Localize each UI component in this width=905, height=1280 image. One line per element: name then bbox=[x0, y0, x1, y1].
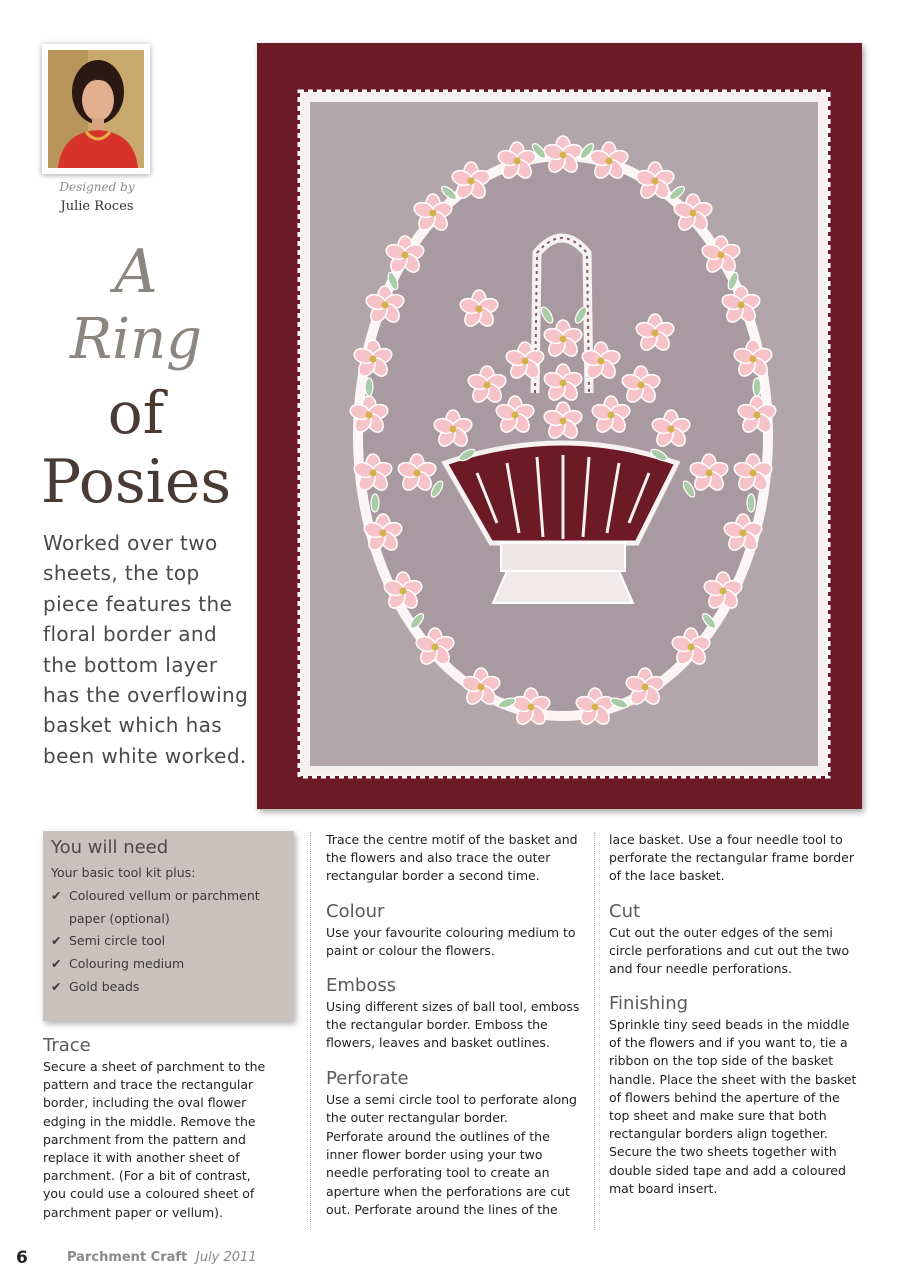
designer-portrait-image bbox=[48, 50, 144, 168]
designer-photo bbox=[42, 44, 150, 174]
title-line-3: of bbox=[107, 379, 165, 447]
emboss-body: Using different sizes of ball tool, emboss the rectangular border. Emboss the flowers, leaves and basket outlines. bbox=[326, 999, 580, 1051]
list-item bbox=[51, 976, 291, 999]
parchment-card-artwork bbox=[257, 43, 862, 809]
list-item-text: Gold beads bbox=[69, 979, 140, 994]
page-number: 6 bbox=[16, 1248, 28, 1268]
issue-date: July 2011 bbox=[196, 1250, 257, 1265]
checkmark-icon: ✔ bbox=[51, 888, 62, 903]
trace-body: Secure a sheet of parchment to the pattern and trace the rectangular border, including the oval flower edging in the middle. Remove the parchment from the pattern and replace it with another sheet of parchment. (For a bit of contrast, you could use a coloured sheet of parchment paper or vellum). bbox=[43, 1059, 266, 1220]
list-item bbox=[51, 885, 291, 930]
cut-body: Cut out the outer edges of the semi circle perforations and cut out the two and four needle perforations. bbox=[609, 925, 850, 977]
list-item bbox=[51, 953, 291, 976]
designed-by-label: Designed by bbox=[59, 180, 135, 194]
cut-heading: Cut bbox=[609, 901, 641, 922]
list-item-text: Coloured vellum or parchment bbox=[69, 888, 260, 903]
basic-tool-kit-text: Your basic tool kit plus: bbox=[51, 865, 196, 880]
finishing-body: Sprinkle tiny seed beads in the middle of the flowers and if you want to, tie a ribbon on the top side of the basket handle. Place the sheet with the basket of flowers behind the aperture of the top sheet and make sure that both rectangular borders align together. Secure the two sheets together with double sided tape and add a coloured mat board insert. bbox=[609, 1017, 857, 1196]
column-divider bbox=[594, 832, 595, 1230]
column-divider bbox=[310, 832, 311, 1230]
you-will-need-heading: You will need bbox=[51, 837, 169, 858]
list-item bbox=[51, 930, 291, 953]
perforate-heading: Perforate bbox=[326, 1068, 409, 1089]
emboss-heading: Emboss bbox=[326, 975, 397, 996]
you-will-need-box bbox=[43, 831, 294, 1021]
perforate-body: Use a semi circle tool to perforate along the outer rectangular border. bbox=[326, 1092, 577, 1126]
list-item-text-continued: paper (optional) bbox=[69, 910, 170, 926]
perforate-body-continued: lace basket. Use a four needle tool to perforate the rectangular frame border of the lace basket. bbox=[609, 832, 854, 884]
trace-body-continued: Trace the centre motif of the basket and the flowers and also trace the outer rectangular border a second time. bbox=[326, 832, 578, 884]
title-line-2: Ring bbox=[70, 307, 202, 372]
project-photo bbox=[257, 43, 862, 809]
title-line-1: A bbox=[114, 237, 158, 307]
trace-heading: Trace bbox=[43, 1035, 91, 1056]
magazine-name: Parchment Craft bbox=[67, 1250, 188, 1265]
title-line-4: Posies bbox=[40, 447, 232, 517]
colour-body: Use your favourite colouring medium to paint or colour the flowers. bbox=[326, 925, 576, 959]
perforate-body-2: Perforate around the outlines of the inner flower border using your two needle perforating tool to create an aperture when the perforations are cut out. Perforate around the lines of the bbox=[326, 1129, 570, 1217]
designer-name: Julie Roces bbox=[60, 199, 134, 214]
intro-text: Worked over two sheets, the top piece features the floral border and the bottom layer has the overflowing basket which has been white worked. bbox=[43, 531, 249, 768]
checkmark-icon: ✔ bbox=[51, 979, 62, 994]
list-item-text: Semi circle tool bbox=[69, 933, 166, 948]
checkmark-icon: ✔ bbox=[51, 956, 62, 971]
list-item-text: Colouring medium bbox=[69, 956, 185, 971]
checkmark-icon: ✔ bbox=[51, 933, 62, 948]
colour-heading: Colour bbox=[326, 901, 385, 922]
finishing-heading: Finishing bbox=[609, 993, 689, 1014]
